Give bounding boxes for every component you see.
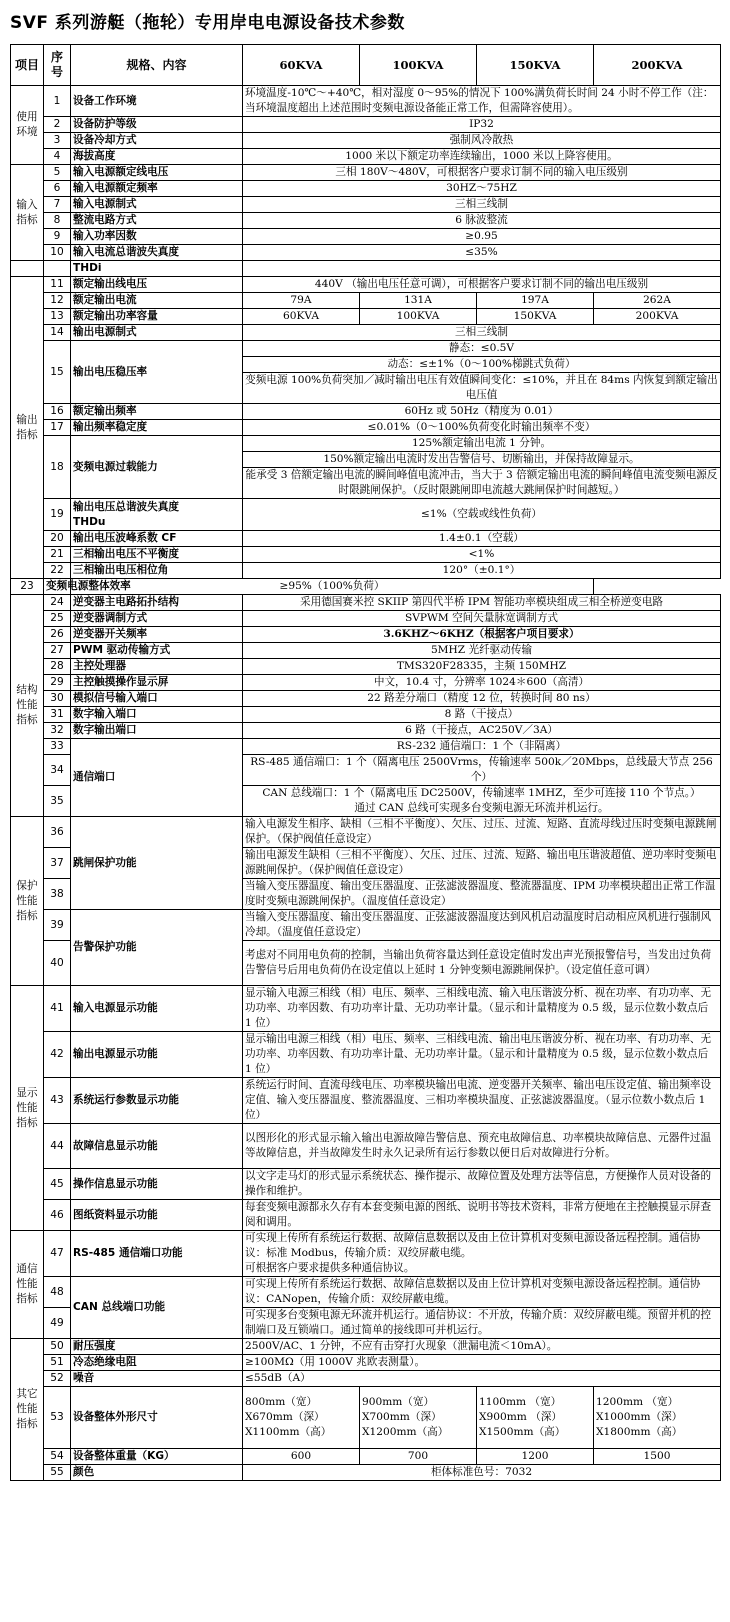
table-row	[11, 707, 721, 723]
row-name: 设备工作环境	[71, 86, 243, 117]
spec-table	[10, 44, 721, 1481]
row-value-100kva: 131A	[360, 293, 477, 309]
row-value: 考虑对不同用电负荷的控制，当输出负荷容量达到任意设定值时发出声光预报警信号，当发出过负荷告警信号后用电负荷仍在设定值以上延时 1 分钟变频电源跳闸保护。（设定值任意可调）	[243, 941, 721, 986]
table-row	[11, 404, 721, 420]
row-value: 输入电源发生相序、缺相（三相不平衡度）、欠压、过压、过流、短路、直流母线过压时变频电源跳闸保护。（保护阀值任意设定）	[243, 817, 721, 848]
table-row	[11, 133, 721, 149]
table-row	[11, 277, 721, 293]
row-value: 能承受 3 倍额定输出电流的瞬间峰值电流冲击，当大于 3 倍额定输出电流的瞬间峰值电流变频电源反时限跳闸保护。（反时限跳闸即电流越大跳闸保护时间越短。）	[243, 468, 721, 499]
row-name: 主控处理器	[71, 659, 243, 675]
category-other: 其它性能指标	[11, 1339, 44, 1481]
row-number: 48	[44, 1277, 71, 1308]
row-name: 耐压强度	[71, 1339, 243, 1355]
table-row	[11, 1339, 721, 1355]
row-name: 通信端口	[71, 739, 243, 817]
row-value: 每套变频电源都永久存有本套变频电源的图纸、说明书等技术资料，非常方便地在主控触摸显示屏查阅和调用。	[243, 1200, 721, 1231]
row-name: 输出电源显示功能	[71, 1032, 243, 1078]
row-number: 42	[44, 1032, 71, 1078]
row-value: 6 路（干接点，AC250V／3A）	[243, 723, 721, 739]
row-value-200kva: 1500	[594, 1449, 721, 1465]
row-value-150kva: 150KVA	[477, 309, 594, 325]
row-number: 20	[44, 531, 71, 547]
row-value: 系统运行时间、直流母线电压、功率模块输出电流、逆变器开关频率、输出电压设定值、输出频率设定值、输入变压器温度、整流器温度、三相功率模块温度、正弦滤波器温度。（显示位数小数点后 1 位）	[243, 1078, 721, 1124]
row-number: 35	[44, 786, 71, 817]
row-name: 图纸资料显示功能	[71, 1200, 243, 1231]
row-name: 操作信息显示功能	[71, 1169, 243, 1200]
row-number: 4	[44, 149, 71, 165]
row-value: 显示输入电源三相线（相）电压、频率、三相线电流、输入电压谐波分析、视在功率、有功功率、无功功率、功率因数、有功功率计量、无功功率计量。（显示和计量精度为 0.5 级，显示位数小数点后 1 位）	[243, 986, 721, 1032]
row-name: CAN 总线端口功能	[71, 1277, 243, 1339]
row-name: 额定输出功率容量	[71, 309, 243, 325]
row-number: 17	[44, 420, 71, 436]
row-number: 40	[44, 941, 71, 986]
table-row	[11, 643, 721, 659]
row-value: 柜体标准色号：7032	[243, 1465, 721, 1481]
row-name: 变频电源整体效率	[44, 579, 71, 595]
row-number: 44	[44, 1124, 71, 1169]
category-struct: 结构性能指标	[11, 595, 44, 817]
row-name: 输入电源显示功能	[71, 986, 243, 1032]
row-value-100kva: 900mm（宽）X700mm（深）X1200mm（高）	[360, 1387, 477, 1449]
row-name: 变频电源过载能力	[71, 436, 243, 499]
header-spec: 规格、内容	[71, 45, 243, 86]
row-name-line2: THDu	[73, 515, 106, 528]
row-value: 三相三线制	[243, 325, 721, 341]
row-value: <1%	[243, 547, 721, 563]
table-row	[11, 229, 721, 245]
table-row	[11, 579, 721, 595]
table-row	[11, 165, 721, 181]
row-name: 三相输出电压相位角	[71, 563, 243, 579]
table-row	[11, 986, 721, 1032]
row-number: 32	[44, 723, 71, 739]
row-name: 主控触摸操作显示屏	[71, 675, 243, 691]
table-row	[11, 675, 721, 691]
row-number: 30	[44, 691, 71, 707]
blank-cell	[11, 261, 44, 277]
row-number: 24	[44, 595, 71, 611]
rs485-protocol-text: 可实现上传所有系统运行数据、故障信息数据以及由上位计算机对变频电源设备远程控制。通信协议：标准 Modbus，传输介质：双绞屏蔽电缆。	[245, 1232, 701, 1259]
row-value: RS-232 通信端口：1 个（非隔离）	[243, 739, 721, 755]
row-value: 当输入变压器温度、输出变压器温度、正弦滤波器温度达到风机启动温度时启动相应风机进行强制风冷却。（温度值任意设定）	[243, 910, 721, 941]
row-number: 7	[44, 197, 71, 213]
row-value: 8 路（干接点）	[243, 707, 721, 723]
row-value: ≤0.01%（0～100%负荷变化时输出频率不变）	[243, 420, 721, 436]
row-number: 54	[44, 1449, 71, 1465]
row-number: 6	[44, 181, 71, 197]
table-row	[11, 197, 721, 213]
table-row	[11, 309, 721, 325]
table-row	[11, 611, 721, 627]
row-name	[71, 499, 243, 531]
table-row	[11, 1231, 721, 1277]
row-name: 设备冷却方式	[71, 133, 243, 149]
row-name: 额定输出频率	[71, 404, 243, 420]
row-value: 当输入变压器温度、输出变压器温度、正弦滤波器温度、整流器温度、IPM 功率模块超出正常工作温度时变频电源跳闸保护。（温度值任意设定）	[243, 879, 721, 910]
row-value: ≤35%	[243, 245, 721, 261]
table-row	[11, 691, 721, 707]
row-value-200kva: 262A	[594, 293, 721, 309]
row-value: 环境温度-10℃～+40℃，相对湿度 0～95%的情况下 100%满负荷长时间 24 小时不停工作（注：当环境温度超出上述范围时变频电源设备能正常工作，但需降容使用）。	[243, 86, 721, 117]
row-number: 27	[44, 643, 71, 659]
row-name: 额定输出线电压	[71, 277, 243, 293]
row-number: 45	[44, 1169, 71, 1200]
row-value: ≤1%（空载或线性负荷）	[243, 499, 721, 531]
row-value: 22 路差分端口（精度 12 位，转换时间 80 ns）	[243, 691, 721, 707]
row-number: 34	[44, 755, 71, 786]
row-value-150kva: 197A	[477, 293, 594, 309]
page-title: SVF 系列游艇（拖轮）专用岸电电源设备技术参数	[10, 13, 405, 33]
table-row	[11, 325, 721, 341]
row-value: 1000 米以下额定功率连续输出，1000 米以上降容使用。	[243, 149, 721, 165]
row-value: ≤55dB（A）	[243, 1371, 721, 1387]
row-name: 输入电流总谐波失真度	[71, 245, 243, 261]
table-row	[11, 149, 721, 165]
row-value-60kva: 800mm（宽）X670mm（深）X1100mm（高）	[243, 1387, 360, 1449]
row-number: 47	[44, 1231, 71, 1277]
category-protect: 保护性能指标	[11, 817, 44, 986]
rs485-extra-text: 可根据客户要求提供多种通信协议。	[245, 1262, 415, 1274]
row-name: 输出电源制式	[71, 325, 243, 341]
row-number: 5	[44, 165, 71, 181]
row-value: ≥0.95	[243, 229, 721, 245]
row-value: 三相 180V～480V，可根据客户要求订制不同的输入电压级别	[243, 165, 721, 181]
row-number: 38	[44, 879, 71, 910]
row-name: 输出频率稳定度	[71, 420, 243, 436]
row-number: 28	[44, 659, 71, 675]
table-row	[11, 723, 721, 739]
row-value-200kva: 200KVA	[594, 309, 721, 325]
table-row	[11, 1449, 721, 1465]
table-row	[11, 1277, 721, 1308]
row-value: SVPWM 空间矢量脉宽调制方式	[243, 611, 721, 627]
row-number: 52	[44, 1371, 71, 1387]
row-number: 43	[44, 1078, 71, 1124]
row-name: 输入电源额定线电压	[71, 165, 243, 181]
row-name: 跳闸保护功能	[71, 817, 243, 910]
table-row	[11, 531, 721, 547]
row-value-60kva: 79A	[243, 293, 360, 309]
table-row	[11, 547, 721, 563]
row-name: RS-485 通信端口功能	[71, 1231, 243, 1277]
row-name-line1: 输出电压总谐波失真度	[73, 500, 179, 513]
row-name: 系统运行参数显示功能	[71, 1078, 243, 1124]
row-value: 强制风冷散热	[243, 133, 721, 149]
row-name: 整流电路方式	[71, 213, 243, 229]
row-value-150kva: 1200	[477, 1449, 594, 1465]
row-value	[243, 1231, 721, 1277]
row-name: 输入电源额定频率	[71, 181, 243, 197]
can-port-line: CAN 总线端口：1 个（隔离电压 DC2500V，传输速率 1MHZ，至少可连接 110 个节点。）	[262, 787, 701, 799]
row-name: 设备整体重量（KG）	[71, 1449, 243, 1465]
row-value: 30HZ～75HZ	[243, 181, 721, 197]
row-number: 31	[44, 707, 71, 723]
row-number: 13	[44, 309, 71, 325]
row-number: 12	[44, 293, 71, 309]
row-value: 6 脉波整流	[243, 213, 721, 229]
row-number: 15	[44, 341, 71, 404]
table-row	[11, 817, 721, 848]
row-value: TMS320F28335，主频 150MHZ	[243, 659, 721, 675]
row-number: 1	[44, 86, 71, 117]
row-value-60kva: 600	[243, 1449, 360, 1465]
table-row	[11, 181, 721, 197]
row-name: 海拔高度	[71, 149, 243, 165]
row-name: 逆变器调制方式	[71, 611, 243, 627]
table-row	[11, 739, 721, 755]
row-value: 中文，10.4 寸，分辨率 1024＊600（高清）	[243, 675, 721, 691]
header-item: 项目	[11, 45, 44, 86]
row-value-60kva: 60KVA	[243, 309, 360, 325]
row-number: 51	[44, 1355, 71, 1371]
row-number: 19	[44, 499, 71, 531]
table-row	[11, 1387, 721, 1449]
row-value: 1.4±0.1（空载）	[243, 531, 721, 547]
header-row	[11, 45, 721, 86]
table-row	[11, 910, 721, 941]
row-number: 22	[44, 563, 71, 579]
row-number: 21	[44, 547, 71, 563]
category-comm: 通信性能指标	[11, 1231, 44, 1339]
table-row	[11, 213, 721, 229]
row-number: 50	[44, 1339, 71, 1355]
table-row	[11, 627, 721, 643]
row-value: 可实现上传所有系统运行数据、故障信息数据以及由上位计算机对变频电源设备远程控制。通信协议：CANopen，传输介质：双绞屏蔽电缆。	[243, 1277, 721, 1308]
row-value: 显示输出电源三相线（相）电压、频率、三相线电流、输出电压谐波分析、视在功率、有功功率、无功功率、功率因数、有功功率计量、无功功率计量。（显示和计量精度为 0.5 级，显示位数小数点后 1 位）	[243, 1032, 721, 1078]
row-number: 10	[44, 245, 71, 261]
category-env: 使用环境	[11, 86, 44, 165]
row-number: 29	[44, 675, 71, 691]
row-number: 9	[44, 229, 71, 245]
row-value: 动态：≤±1%（0～100%梯跳式负荷）	[243, 357, 721, 373]
row-name: 逆变器开关频率	[71, 627, 243, 643]
row-value: 三相三线制	[243, 197, 721, 213]
can-parallel-line: 通过 CAN 总线可实现多台变频电源无环流并机运行。	[354, 802, 609, 814]
row-name: 逆变器主电路拓扑结构	[71, 595, 243, 611]
row-name: 冷态绝缘电阻	[71, 1355, 243, 1371]
row-number: 23	[11, 579, 44, 595]
header-60kva: 60KVA	[243, 45, 360, 86]
row-number: 49	[44, 1308, 71, 1339]
row-value: ≥95%（100%负荷）	[71, 579, 594, 595]
row-number: 53	[44, 1387, 71, 1449]
row-value: 静态：≤0.5V	[243, 341, 721, 357]
row-number: 33	[44, 739, 71, 755]
row-value: 可实现多台变频电源无环流并机运行。通信协议：不开放，传输介质：双绞屏蔽电缆。预留并机的控制端口及互锁端口。通过简单的接线即可并机运行。	[243, 1308, 721, 1339]
row-number: 39	[44, 910, 71, 941]
row-value: 440V （输出电压任意可调），可根据客户要求订制不同的输出电压级别	[243, 277, 721, 293]
row-value: 125%额定输出电流 1 分钟。	[243, 436, 721, 452]
row-value: 以图形化的形式显示输入输出电源故障告警信息、预充电故障信息、功率模块故障信息、元器件过温等故障信息，并当故障发生时永久记录所有运行参数以便日后对故障进行分析。	[243, 1124, 721, 1169]
row-number: 16	[44, 404, 71, 420]
row-value-150kva: 1100mm （宽）X900mm （深）X1500mm（高）	[477, 1387, 594, 1449]
table-row	[11, 117, 721, 133]
table-row	[11, 1078, 721, 1124]
row-name: 三相输出电压不平衡度	[71, 547, 243, 563]
row-name: 故障信息显示功能	[71, 1124, 243, 1169]
row-number: 11	[44, 277, 71, 293]
table-row	[11, 436, 721, 452]
row-name: 告警保护功能	[71, 910, 243, 986]
header-100kva: 100KVA	[360, 45, 477, 86]
row-number: 14	[44, 325, 71, 341]
row-value: 采用德国赛米控 SKIIP 第四代半桥 IPM 智能功率模块组成三相全桥逆变电路	[243, 595, 721, 611]
row-name: 设备防护等级	[71, 117, 243, 133]
blank-cell	[243, 261, 721, 277]
table-row	[11, 1169, 721, 1200]
row-value: 120°（±0.1°）	[243, 563, 721, 579]
row-name: 数字输入端口	[71, 707, 243, 723]
row-name: 颜色	[71, 1465, 243, 1481]
row-number: 8	[44, 213, 71, 229]
table-row	[11, 1465, 721, 1481]
table-row	[11, 261, 721, 277]
table-row	[11, 1124, 721, 1169]
table-row	[11, 1371, 721, 1387]
row-value	[243, 786, 721, 817]
row-name: 输出电压波峰系数 CF	[71, 531, 243, 547]
row-name: 输入电源制式	[71, 197, 243, 213]
row-number: 37	[44, 848, 71, 879]
row-name: 模拟信号输入端口	[71, 691, 243, 707]
table-row	[11, 245, 721, 261]
row-number: 46	[44, 1200, 71, 1231]
row-value: 以文字走马灯的形式显示系统状态、操作提示、故障位置及处理方法等信息，方便操作人员对设备的操作和维护。	[243, 1169, 721, 1200]
row-value: RS-485 通信端口：1 个（隔离电压 2500Vrms，传输速率 500k／20Mbps，总线最大节点 256 个）	[243, 755, 721, 786]
row-value: 150%额定输出电流时发出告警信号、切断输出，并保持故障显示。	[243, 452, 721, 468]
table-row	[11, 1032, 721, 1078]
header-200kva: 200KVA	[594, 45, 721, 86]
row-value: 5MHZ 光纤驱动传输	[243, 643, 721, 659]
row-number: 55	[44, 1465, 71, 1481]
row-name: 设备整体外形尺寸	[71, 1387, 243, 1449]
table-row	[11, 659, 721, 675]
table-row	[11, 420, 721, 436]
row-number: 26	[44, 627, 71, 643]
row-name: 数字输出端口	[71, 723, 243, 739]
row-name: THDi	[71, 261, 243, 277]
row-value: 变频电源 100%负荷突加／减时输出电压有效值瞬间变化：≤10%，并且在 84ms 内恢复到额定输出电压值	[243, 373, 721, 404]
table-row	[11, 595, 721, 611]
header-seq: 序号	[44, 45, 71, 86]
header-150kva: 150KVA	[477, 45, 594, 86]
row-name: PWM 驱动传输方式	[71, 643, 243, 659]
row-name: 噪音	[71, 1371, 243, 1387]
table-row	[11, 1200, 721, 1231]
table-row	[11, 499, 721, 531]
row-name: 输出电压稳压率	[71, 341, 243, 404]
row-name: 额定输出电流	[71, 293, 243, 309]
row-value: 2500V/AC、1 分钟，不应有击穿打火现象（泄漏电流＜10mA）。	[243, 1339, 721, 1355]
row-number: 3	[44, 133, 71, 149]
row-number: 41	[44, 986, 71, 1032]
row-number: 25	[44, 611, 71, 627]
row-number: 36	[44, 817, 71, 848]
row-number: 18	[44, 436, 71, 499]
row-value: IP32	[243, 117, 721, 133]
table-row	[11, 1355, 721, 1371]
row-number: 2	[44, 117, 71, 133]
row-value: ≥100MΩ（用 1000V 兆欧表测量）。	[243, 1355, 721, 1371]
row-value-100kva: 100KVA	[360, 309, 477, 325]
table-row	[11, 293, 721, 309]
row-value: 输出电源发生缺相（三相不平衡度）、欠压、过压、过流、短路、输出电压谐波超值、逆功率时变频电源跳闸保护。（保护阀值任意设定）	[243, 848, 721, 879]
row-value-200kva: 1200mm （宽）X1000mm（深）X1800mm（高）	[594, 1387, 721, 1449]
category-input: 输入指标	[11, 165, 44, 261]
table-row	[11, 563, 721, 579]
blank-cell	[44, 261, 71, 277]
row-value: 3.6KHZ～6KHZ（根据客户项目要求）	[243, 627, 721, 643]
row-value-100kva: 700	[360, 1449, 477, 1465]
table-row	[11, 341, 721, 357]
category-output: 输出指标	[11, 277, 44, 579]
row-name: 输入功率因数	[71, 229, 243, 245]
table-row	[11, 86, 721, 117]
row-value: 60Hz 或 50Hz（精度为 0.01）	[243, 404, 721, 420]
category-display: 显示性能指标	[11, 986, 44, 1231]
